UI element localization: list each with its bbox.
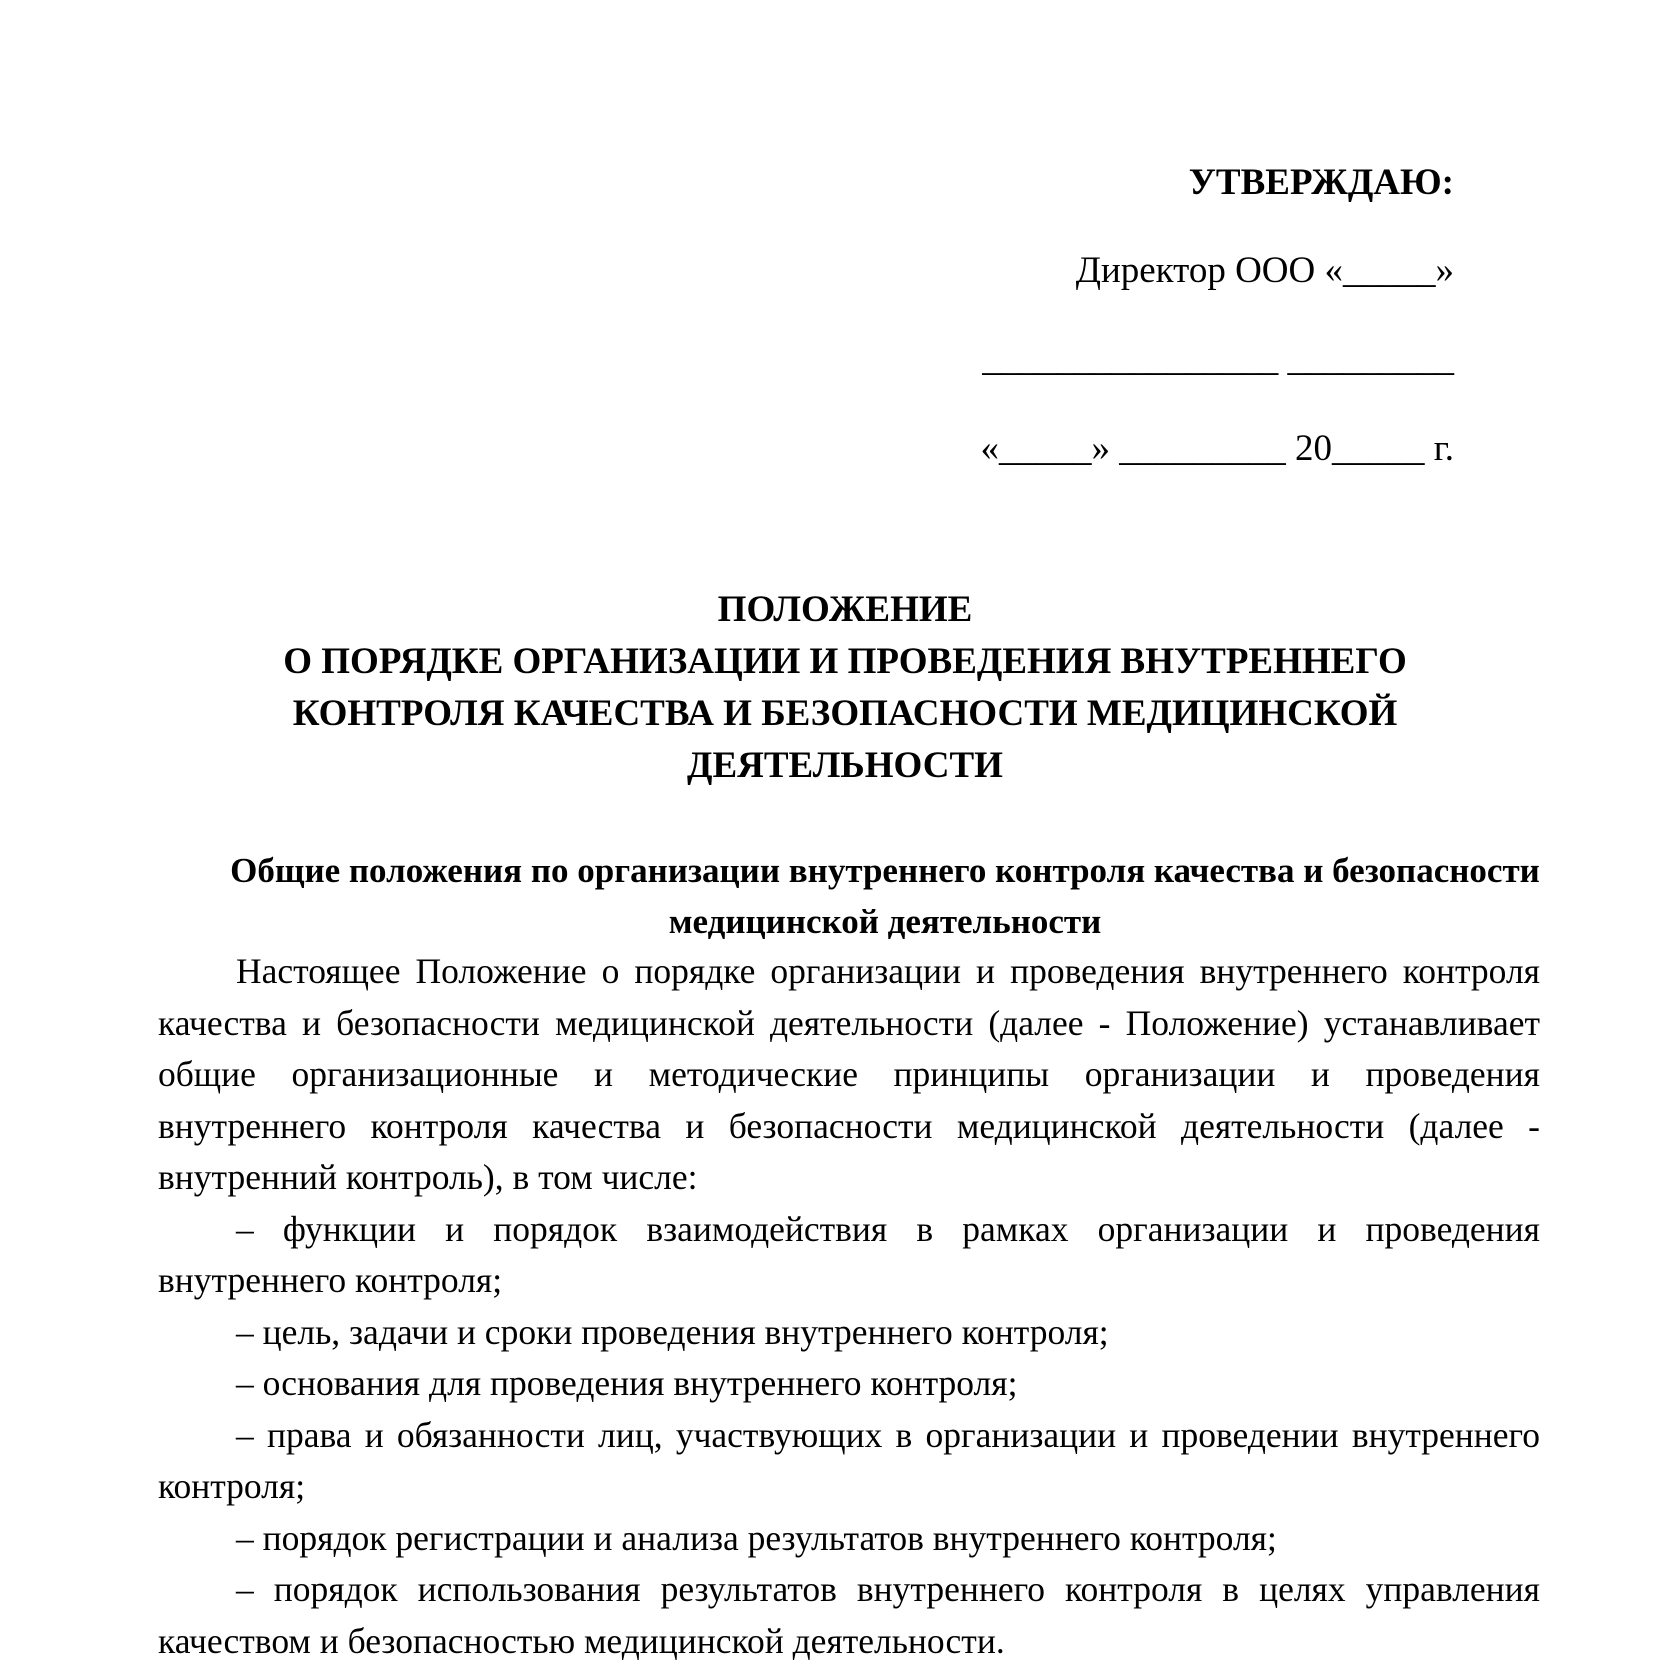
list-item: – порядок использования результатов внутреннего контроля в целях управления качеством и безопасностью медицинской деятельности.: [158, 1569, 1540, 1661]
document-title-line: ДЕЯТЕЛЬНОСТИ: [687, 745, 1003, 786]
intro-paragraph: Настоящее Положение о порядке организации и проведения внутреннего контроля качества и безопасности медицинской деятельности (далее - Положение) устанавливает общие организационные и методические принципы организации и проведения внутреннего контроля качества и безопасности медицинской деятельности (далее - внутренний контроль), в том числе:: [158, 951, 1540, 1197]
document-title: [150, 584, 1540, 792]
document-title-line: ПОЛОЖЕНИЕ: [717, 589, 973, 630]
approval-director-line: Директор ООО «_____»: [1075, 250, 1454, 291]
approval-title: УТВЕРЖДАЮ:: [1188, 162, 1454, 203]
list-item: – порядок регистрации и анализа результатов внутреннего контроля;: [236, 1517, 1277, 1558]
document-title-line: КОНТРОЛЯ КАЧЕСТВА И БЕЗОПАСНОСТИ МЕДИЦИНСКОЙ: [292, 693, 1398, 734]
section-body: [158, 946, 1540, 1667]
approval-signature-line: ________________ _________: [982, 338, 1454, 379]
list-item: – права и обязанности лиц, участвующих в организации и проведении внутреннего контроля;: [158, 1414, 1540, 1506]
list-item: – функции и порядок взаимодействия в рамках организации и проведения внутреннего контроля;: [158, 1208, 1540, 1300]
section-heading: Общие положения по организации внутреннего контроля качества и безопасности медицинской деятельности: [230, 851, 1540, 941]
approval-date-line: «_____» _________ 20_____ г.: [980, 428, 1454, 469]
list-item: – основания для проведения внутреннего контроля;: [236, 1363, 1018, 1403]
document-title-line: О ПОРЯДКЕ ОРГАНИЗАЦИИ И ПРОВЕДЕНИЯ ВНУТРЕННЕГО: [283, 641, 1407, 682]
list-item: – цель, задачи и сроки проведения внутреннего контроля;: [236, 1311, 1109, 1352]
